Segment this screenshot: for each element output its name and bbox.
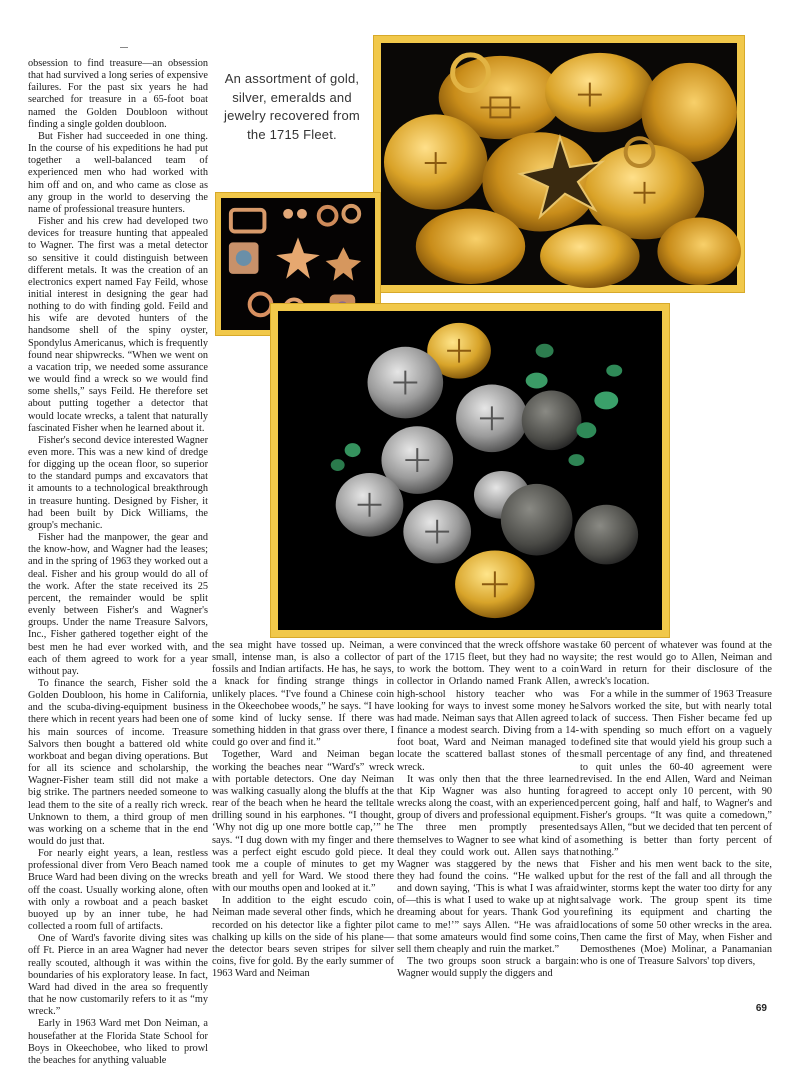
paragraph: Fisher and his crew had developed two devices for treasure hunting that appealed to Wagner. The first was a metal detector so sensitive it could distinguish between different metals. It was the creation of an electronics expert named Fay Feild, whose initial interest in designing the gear had nothing to do with finding gold. Feild and his wife are devoted hunters of the handsome shell of the spiny oyster, Spondylus Americanus, which is frequently found near shipwrecks. “When we went on a vacation trip, we needed some assurance we would find a wreck so we would find some shells,” says Feild. He therefore set about putting together a detector that would locate wrecks, a talent that naturally fascinated Fisher when he learned about it. — [28, 216, 208, 434]
gold-coins-photo — [373, 35, 745, 293]
paragraph: Together, Ward and Neiman began working the beaches near “Ward's” wreck with portable detectors. One day Neiman was walking casually along the bluffs at the rear of the beach when he heard the telltale drilling sound in his earphones. “I thought, ‘Why not dig up one more bottle cap,’” he says. “I dug down with my finger and there was a perfect eight escudo gold piece. It took me a couple of minutes to get my breath and yell for Ward. We stood there with our mouths open and looked at it.” — [212, 749, 394, 895]
article-column-2 — [212, 640, 394, 990]
paragraph: Fisher's second device interested Wagner even more. This was a new kind of dredge for digging up the ocean floor, so superior to the standard pumps and excavators that it amounts to a technological breakthrough in treasure hunting. Designed by Fisher, it had been built by Dick Williams, the group's mechanic. — [28, 434, 208, 531]
header-rule — [120, 47, 128, 48]
gold-coins-image — [381, 43, 737, 285]
paragraph: Fisher had the manpower, the gear and the know-how, and Wagner had the leases; and in the spring of 1963 they worked out a deal. Fisher and his group would do all of the work. After the state received its 25 percent, the remainder would be split evenly between Fisher's and Wagner's groups. Under the name Treasure Salvors, Inc., Fisher gathered together eight of the best men he had ever worked with, and each of them agreed to work for a year without pay. — [28, 532, 208, 677]
article-column-3 — [397, 640, 579, 990]
paragraph: were convinced that the wreck offshore was part of the 1715 fleet, but they had no way to work the bottom. They went to a coin collector in Orlando named Frank Allen, a high-school history teacher who was looking for ways to invest some money he had made. Neiman says that Allen agreed to finance a modest search. Diving from a 14-foot boat, Ward and Neiman managed to locate the scattered ballast stones of the wreck. — [397, 640, 579, 773]
paragraph: Fisher and his men went back to the site, but for the rest of the fall and all through the winter, storms kept the water too dirty for any salvage work. The group spent its time refining its equipment and charting the locations of some 50 other wrecks in the area. Then came the first of May, when Fisher and Demosthenes (Moe) Molinar, a Panamanian who is one of Treasure Salvors' top divers, — [580, 858, 772, 968]
paragraph: the sea might have tossed up. Neiman, a small, intense man, is also a collector of fossils and Indian artifacts. He has, he says, a knack for finding strange things in unlikely places. “I've found a Chinese coin in the Okeechobee woods,” he says. “I have some kind of lucky sense. If there was something hidden in that grass over there, I could go over and find it.” — [212, 640, 394, 749]
paragraph: The two groups soon struck a bargain: Wagner would supply the diggers and — [397, 956, 579, 980]
paragraph: To finance the search, Fisher sold the Golden Doubloon, his home in California, and the scuba-diving-equipment business there which in recent years had been one of his main sources of income. Treasure Salvors then bought a battered old white workboat and began diving operations. But for all its science and scholarship, the Wagner-Fisher team still did not make a big strike. The partners needed someone to lead them to the site of a really rich wreck. Unknown to them, a third group of men was working on a scheme that in the end would do just that. — [28, 677, 208, 847]
article-column-4 — [580, 640, 772, 990]
page-number: 69 — [755, 1003, 767, 1014]
paragraph: For a while in the summer of 1963 Treasure Salvors worked the site, but with nearly total lack of success. Then Fisher became fed up with spending so much effort on a vaguely defined site that would yield his group such a small percentage of any find, and threatened to quit unles the 60-40 agreement were revised. In the end Allen, Ward and Neiman agreed to accept only 10 percent, with 90 percent going, half and half, to Wagner's and Fisher's groups. “It was quite a comedown,” says Allen, “but we decided that ten percent of something is better than forty percent of nothing.” — [580, 688, 772, 858]
paragraph: For nearly eight years, a lean, restless professional diver from Vero Beach named Bruce Ward had been diving on the wrecks off the coast. Usually working alone, often with only a rowboat and a peach basket buoyed up by an inner tube, he had collected a room full of artifacts. — [28, 848, 208, 933]
paragraph: It was only then that the three learned that Kip Wagner was also hunting for wrecks along the coast, with an experienced group of divers and professional equipment. The three men promptly presented themselves to Wagner to see what kind of a deal they could work out. Allen says that Wagner was staggered by the news that they had found the coins. “He walked up and down saying, ‘This is what I was afraid of—this is what I used to wake up at night dreaming about for years. Thank God you came to me!’” says Allen. “He was afraid that some amateurs would find some coins, sell them cheaply and ruin the market.” — [397, 773, 579, 955]
paragraph: Early in 1963 Ward met Don Neiman, a housefather at the Florida State School for Boys in Okeechobee, who liked to prowl the beaches for anything valuable — [28, 1018, 208, 1066]
silver-emeralds-photo — [270, 303, 670, 638]
paragraph: But Fisher had succeeded in one thing. In the course of his expeditions he had put together a well-balanced team of experienced men who had worked with him off and on, and who came as close as any group in the world to deserving the name of professional treasure hunters. — [28, 130, 208, 215]
silver-emeralds-image — [278, 311, 662, 630]
photo-caption: An assortment of gold, silver, emeralds and jewelry recovered from the 1715 Fleet. — [224, 71, 360, 142]
paragraph: In addition to the eight escudo coin, Neiman made several other finds, which he recorded on his detector like a fighter pilot chalking up kills on the side of his plane—the detector bears seven stripes for silver coins, five for gold. By the early summer of 1963 Ward and Neiman — [212, 895, 394, 980]
paragraph: obsession to find treasure—an obsession that had survived a long series of expensive failures. For the past six years he had searched for treasure in a 65-foot boat named the Golden Doubloon without finding a single golden doubloon. — [28, 58, 208, 130]
paragraph: One of Ward's favorite diving sites was off Ft. Pierce in an area Wagner had never really scouted, although it was within the boundaries of his exploratory lease. In fact, Ward had dived in the area so frequently that he now customarily refers to it as “my wreck.” — [28, 933, 208, 1018]
paragraph: take 60 percent of whatever was found at the site; the rest would go to Allen, Neiman and Ward in return for their disclosure of the wreck's location. — [580, 640, 772, 688]
article-column-1 — [28, 58, 208, 1066]
